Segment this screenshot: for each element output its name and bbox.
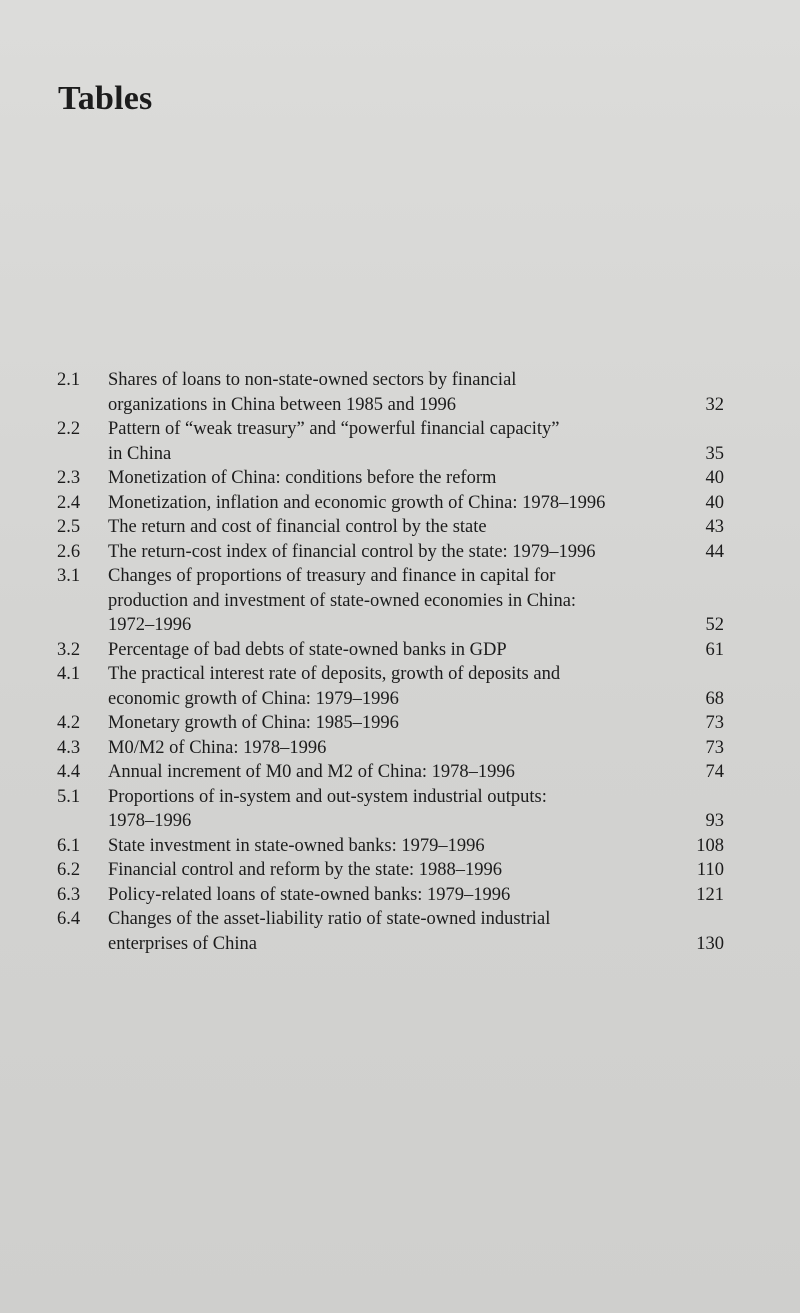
page-number: 108 <box>696 835 724 856</box>
table-caption <box>108 515 678 540</box>
caption-line: economic growth of China: 1979–1996 <box>108 688 399 709</box>
toc-entry[interactable] <box>52 417 724 466</box>
toc-entry[interactable] <box>52 785 724 834</box>
toc-entry[interactable] <box>52 662 724 711</box>
caption-line: enterprises of China <box>108 933 257 954</box>
caption-line: Monetary growth of China: 1985–1996 <box>108 713 399 733</box>
table-caption <box>108 883 678 908</box>
table-caption <box>108 785 678 834</box>
table-caption <box>108 466 678 491</box>
caption-line: Percentage of bad debts of state-owned banks in GDP <box>108 639 507 660</box>
caption-line: production and investment of state-owned economies in China: <box>108 590 577 611</box>
caption-line: organizations in China between 1985 and 1996 <box>108 394 457 415</box>
table-number: 4.3 <box>57 737 81 758</box>
page-number: 35 <box>705 443 724 464</box>
page-number: 43 <box>705 517 724 537</box>
caption-line: Annual increment of M0 and M2 of China: 1978–1996 <box>108 762 515 782</box>
table-number: 3.2 <box>57 639 81 660</box>
table-number: 6.4 <box>57 909 81 929</box>
page-number: 121 <box>696 884 724 905</box>
toc-entry[interactable] <box>52 736 724 761</box>
toc-entry[interactable] <box>52 638 724 663</box>
table-caption <box>108 834 678 859</box>
caption-line: The return and cost of financial control by the state <box>108 517 487 537</box>
toc-entry[interactable] <box>52 883 724 908</box>
caption-line: Changes of the asset-liability ratio of state-owned industrial <box>108 909 551 929</box>
toc-entry[interactable] <box>52 907 724 956</box>
table-number: 2.4 <box>57 492 81 513</box>
caption-line: in China <box>108 443 172 464</box>
table-number: 4.1 <box>57 664 81 684</box>
toc-entry[interactable] <box>52 368 724 417</box>
page-number: 44 <box>705 541 724 562</box>
page-number: 52 <box>705 615 724 635</box>
table-caption <box>108 907 678 956</box>
page-number: 130 <box>696 933 724 954</box>
caption-line: M0/M2 of China: 1978–1996 <box>108 737 327 758</box>
caption-line: Monetization, inflation and economic growth of China: 1978–1996 <box>108 492 606 513</box>
page-title: Tables <box>58 80 153 117</box>
caption-line: The practical interest rate of deposits, growth of deposits and <box>108 664 561 684</box>
table-number: 2.2 <box>57 419 81 439</box>
table-number: 4.4 <box>57 762 81 782</box>
table-number: 4.2 <box>57 713 81 733</box>
caption-line: Policy-related loans of state-owned banks: 1979–1996 <box>108 884 511 905</box>
caption-line: State investment in state-owned banks: 1979–1996 <box>108 835 485 856</box>
page-number: 32 <box>705 394 724 415</box>
page-number: 40 <box>705 492 724 513</box>
page-number: 93 <box>705 811 724 831</box>
caption-line: Changes of proportions of treasury and finance in capital for <box>108 566 556 586</box>
caption-line: The return-cost index of financial control by the state: 1979–1996 <box>108 541 596 562</box>
toc-entry[interactable] <box>52 711 724 736</box>
table-caption <box>108 417 678 466</box>
table-caption <box>108 736 678 761</box>
table-number: 2.1 <box>57 370 81 390</box>
toc-entry[interactable] <box>52 834 724 859</box>
table-caption <box>108 540 678 565</box>
page-number: 61 <box>705 639 724 660</box>
table-number: 6.1 <box>57 835 81 856</box>
table-number: 6.2 <box>57 860 81 880</box>
table-caption <box>108 564 678 638</box>
table-caption <box>108 711 678 736</box>
toc-entry[interactable] <box>52 466 724 491</box>
table-number: 2.3 <box>57 468 81 488</box>
list-of-tables <box>52 368 724 956</box>
table-number: 2.6 <box>57 541 81 562</box>
table-number: 2.5 <box>57 517 81 537</box>
caption-line: Proportions of in-system and out-system industrial outputs: <box>108 786 547 807</box>
table-number: 6.3 <box>57 884 81 905</box>
page-number: 74 <box>705 762 724 782</box>
table-caption <box>108 638 678 663</box>
table-caption <box>108 858 678 883</box>
table-number: 3.1 <box>57 566 81 586</box>
page-number: 68 <box>705 688 724 709</box>
toc-entry[interactable] <box>52 515 724 540</box>
toc-entry[interactable] <box>52 540 724 565</box>
caption-line: 1972–1996 <box>108 615 192 635</box>
table-caption <box>108 760 678 785</box>
toc-entry[interactable] <box>52 564 724 638</box>
page-number: 110 <box>696 860 724 880</box>
caption-line: 1978–1996 <box>108 811 192 831</box>
caption-line: Financial control and reform by the state: 1988–1996 <box>108 860 503 880</box>
caption-line: Shares of loans to non-state-owned sectors by financial <box>108 370 517 390</box>
page-number: 40 <box>705 468 724 488</box>
toc-entry[interactable] <box>52 858 724 883</box>
toc-entry[interactable] <box>52 760 724 785</box>
caption-line: Pattern of “weak treasury” and “powerful financial capacity” <box>108 419 560 439</box>
toc-entry[interactable] <box>52 491 724 516</box>
table-number: 5.1 <box>57 786 81 807</box>
page-number: 73 <box>705 737 724 758</box>
table-caption <box>108 491 678 516</box>
caption-line: Monetization of China: conditions before the reform <box>108 468 497 488</box>
table-caption <box>108 662 678 711</box>
table-caption <box>108 368 678 417</box>
page-number: 73 <box>705 713 724 733</box>
